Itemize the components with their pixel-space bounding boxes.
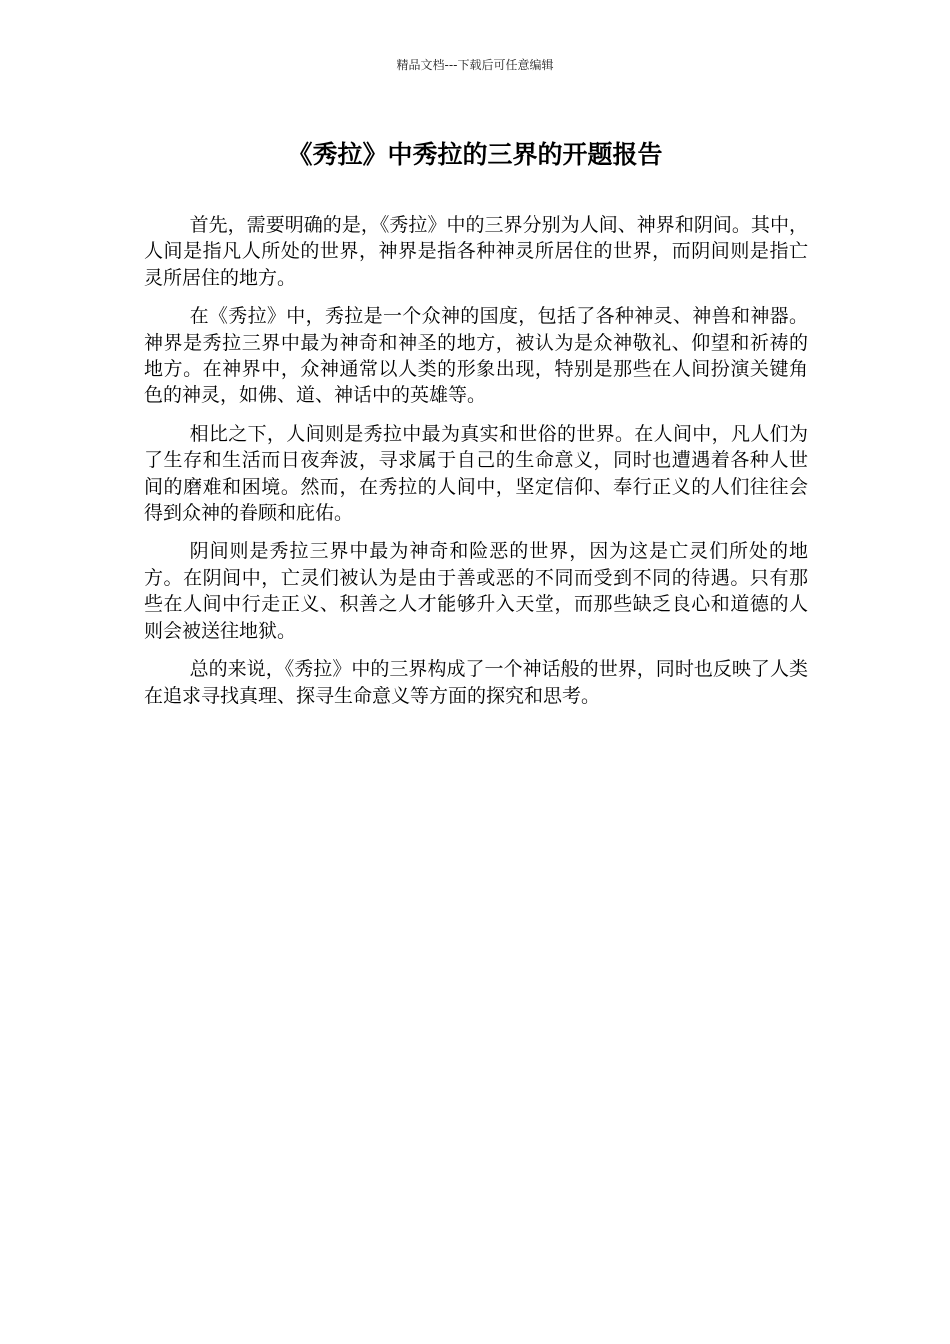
- document-title: 《秀拉》中秀拉的三界的开题报告: [287, 140, 663, 169]
- paragraph-4: 阴间则是秀拉三界中最为神奇和险恶的世界，因为这是亡灵们所处的地方。在阴间中，亡灵们被认为是由于善或恶的不同而受到不同的待遇。只有那些在人间中行走正义、积善之人才能够升入天堂，而那些缺乏良心和道德的人则会被送往地狱。: [144, 540, 808, 642]
- document-body: [144, 212, 808, 721]
- paragraph-5: 总的来说，《秀拉》中的三界构成了一个神话般的世界，同时也反映了人类在追求寻找真理、探寻生命意义等方面的探究和思考。: [144, 658, 808, 707]
- paragraph-1: 首先，需要明确的是，《秀拉》中的三界分别为人间、神界和阴间。其中，人间是指凡人所处的世界，神界是指各种神灵所居住的世界，而阴间则是指亡灵所居住的地方。: [144, 214, 808, 289]
- paragraph-2: 在《秀拉》中，秀拉是一个众神的国度，包括了各种神灵、神兽和神器。神界是秀拉三界中最为神奇和神圣的地方，被认为是众神敬礼、仰望和祈祷的地方。在神界中，众神通常以人类的形象出现，特别是那些在人间扮演关键角色的神灵，如佛、道、神话中的英雄等。: [144, 305, 808, 407]
- header-note: 精品文档---下载后可任意编辑: [396, 58, 554, 72]
- paragraph-3: 相比之下，人间则是秀拉中最为真实和世俗的世界。在人间中，凡人们为了生存和生活而日夜奔波，寻求属于自己的生命意义，同时也遭遇着各种人世间的磨难和困境。然而，在秀拉的人间中，坚定信仰、奉行正义的人们往往会得到众神的眷顾和庇佑。: [144, 422, 808, 525]
